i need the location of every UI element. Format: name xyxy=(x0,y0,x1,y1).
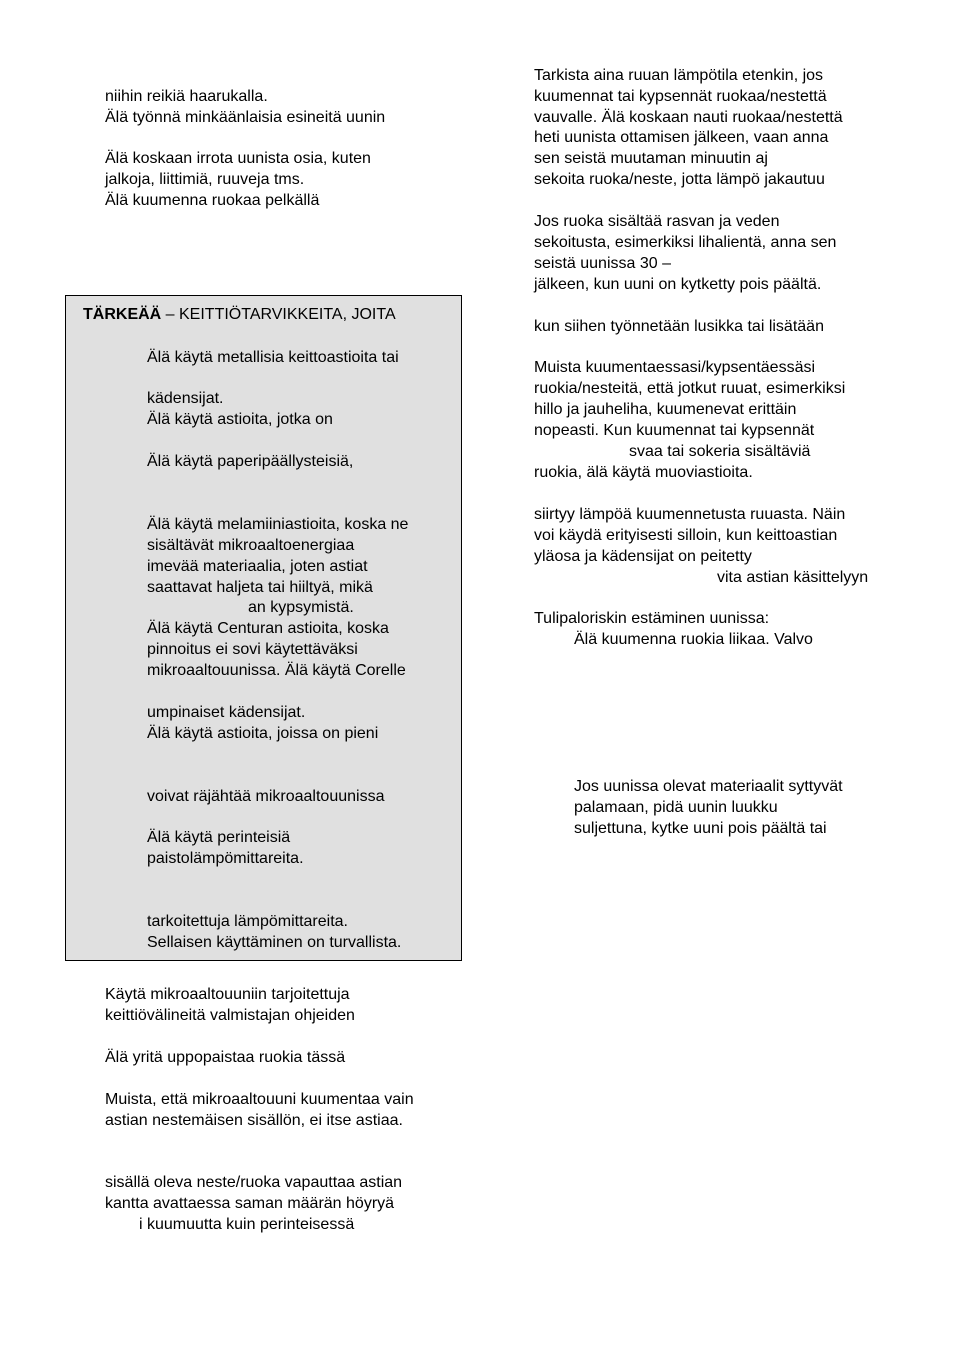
text-line: yläosa ja kädensijat on peitetty xyxy=(534,548,752,565)
box-line: Sellaisen käyttäminen on turvallista. xyxy=(147,934,402,951)
text-line: suljettuna, kytke uuni pois päältä tai xyxy=(574,820,827,837)
text-line: Jos ruoka sisältää rasvan ja veden xyxy=(534,213,780,230)
text-line: sekoitusta, esimerkiksi lihalientä, anna sen xyxy=(534,234,837,251)
text-line: nopeasti. Kun kuumennat tai kypsennät xyxy=(534,422,815,439)
text-line: palamaan, pidä uunin luukku xyxy=(574,799,778,816)
text-line: astian nestemäisen sisällön, ei itse astiaa. xyxy=(105,1112,403,1129)
box-line: tarkoitettuja lämpömittareita. xyxy=(147,913,348,930)
box-line: Älä käytä Centuran astioita, koska xyxy=(147,620,389,637)
box-line: mikroaaltouunissa. Älä käytä Corelle xyxy=(147,662,406,679)
text-line: heti uunista ottamisen jälkeen, vaan anna xyxy=(534,129,829,146)
text-line: kuumennat tai kypsennät ruokaa/nestettä xyxy=(534,88,827,105)
text-line: vita astian käsittelyyn xyxy=(717,569,869,586)
text-line: ruokia/nesteitä, että jotkut ruuat, esimerkiksi xyxy=(534,380,846,397)
box-line: paistolämpömittareita. xyxy=(147,850,304,867)
text-line: Jos uunissa olevat materiaalit syttyvät xyxy=(574,778,843,795)
text-line: vauvalle. Älä koskaan nauti ruokaa/nestettä xyxy=(534,109,843,126)
text-line: Tarkista aina ruuan lämpötila etenkin, jos xyxy=(534,67,824,84)
box-line: Älä käytä astioita, jotka on xyxy=(147,411,333,428)
box-line: sisältävät mikroaaltoenergiaa xyxy=(147,537,355,554)
box-line: imevää materiaalia, joten astiat xyxy=(147,558,368,575)
text-line: Älä koskaan irrota uunista osia, kuten xyxy=(105,150,371,167)
text-line: Älä yritä uppopaistaa ruokia tässä xyxy=(105,1049,346,1066)
box-line: Älä käytä perinteisiä xyxy=(147,829,291,846)
text-line: hillo ja jauheliha, kuumenevat erittäin xyxy=(534,401,797,418)
box-line: Älä käytä melamiiniastioita, koska ne xyxy=(147,516,409,533)
box-line: kädensijat. xyxy=(147,390,224,407)
text-line: sen seistä muutaman minuutin aj xyxy=(534,150,768,167)
text-line: keittiövälineitä valmistajan ohjeiden xyxy=(105,1007,355,1024)
text-line: ruokia, älä käytä muoviastioita. xyxy=(534,464,753,481)
text-line: sekoita ruoka/neste, jotta lämpö jakautuu xyxy=(534,171,825,188)
important-notice-box xyxy=(65,295,462,961)
text-line: voi käydä erityisesti silloin, kun keittoastian xyxy=(534,527,838,544)
box-line: Älä käytä astioita, joissa on pieni xyxy=(147,725,379,742)
text-line: Käytä mikroaaltouuniin tarjoitettuja xyxy=(105,986,350,1003)
text-line: jälkeen, kun uuni on kytketty pois päältä. xyxy=(534,276,822,293)
text-line: kun siihen työnnetään lusikka tai lisätään xyxy=(534,318,824,335)
box-line: voivat räjähtää mikroaaltouunissa xyxy=(147,788,385,805)
box-line: pinnoitus ei sovi käytettäväksi xyxy=(147,641,358,658)
text-line: Muista, että mikroaaltouuni kuumentaa vain xyxy=(105,1091,414,1108)
box-line: Älä käytä paperipäällysteisiä, xyxy=(147,453,354,470)
text-line: i kuumuutta kuin perinteisessä xyxy=(139,1216,355,1233)
text-line: seistä uunissa 30 – xyxy=(534,255,671,272)
box-line: an kypsymistä. xyxy=(248,599,354,616)
box-title xyxy=(83,304,396,325)
box-line: umpinaiset kädensijat. xyxy=(147,704,306,721)
text-line: Älä työnnä minkäänlaisia esineitä uunin xyxy=(105,109,386,126)
text-line: Muista kuumentaessasi/kypsentäessäsi xyxy=(534,359,816,376)
box-line: Älä käytä metallisia keittoastioita tai xyxy=(147,349,399,366)
text-line: Älä kuumenna ruokaa pelkällä xyxy=(105,192,320,209)
text-line: kantta avattaessa saman määrän höyryä xyxy=(105,1195,395,1212)
text-line: niihin reikiä haarukalla. xyxy=(105,88,268,105)
box-title-rest: – KEITTIÖTARVIKKEITA, JOITA xyxy=(161,306,396,323)
box-line: saattavat haljeta tai hiiltyä, mikä xyxy=(147,579,373,596)
box-title-bold: TÄRKEÄÄ xyxy=(83,306,162,323)
text-line: sisällä oleva neste/ruoka vapauttaa astian xyxy=(105,1174,403,1191)
text-line: Älä kuumenna ruokia liikaa. Valvo xyxy=(574,631,813,648)
text-line: Tulipaloriskin estäminen uunissa: xyxy=(534,610,770,627)
text-line: svaa tai sokeria sisältäviä xyxy=(629,443,811,460)
text-line: siirtyy lämpöä kuumennetusta ruuasta. Näin xyxy=(534,506,846,523)
text-line: jalkoja, liittimiä, ruuveja tms. xyxy=(105,171,305,188)
